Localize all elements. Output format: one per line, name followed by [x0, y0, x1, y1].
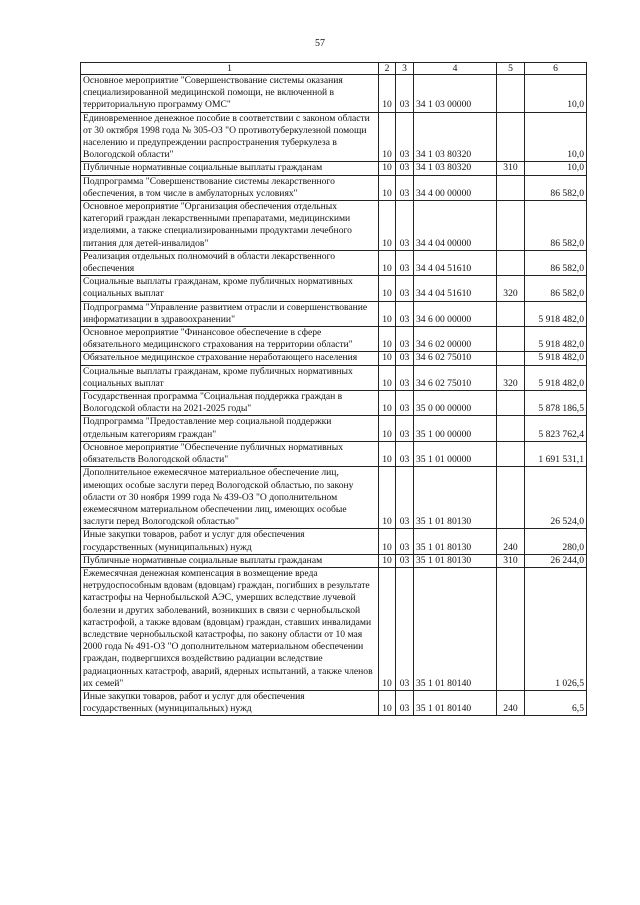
row-name-cell: Основное мероприятие "Организация обеспечения отдельных категорий граждан лекарственными препаратами, медицинскими изделиями, а также специализированными продуктами лечебного питания для детей-инвалидов" — [81, 201, 379, 251]
header-col-2: 2 — [379, 63, 396, 75]
row-expense-type-cell — [497, 441, 525, 466]
row-section-cell: 10 — [379, 352, 396, 365]
table-header-row — [81, 63, 587, 75]
row-subsection-cell: 03 — [396, 567, 414, 690]
row-section-cell: 10 — [379, 567, 396, 690]
row-subsection-cell: 03 — [396, 416, 414, 441]
row-amount-cell: 10,0 — [525, 162, 587, 175]
row-subsection-cell: 03 — [396, 250, 414, 275]
row-subsection-cell: 03 — [396, 352, 414, 365]
row-section-cell: 10 — [379, 162, 396, 175]
row-subsection-cell: 03 — [396, 554, 414, 567]
row-section-cell: 10 — [379, 276, 396, 301]
row-expense-type-cell: 320 — [497, 276, 525, 301]
row-target-article-cell: 35 1 00 00000 — [414, 416, 497, 441]
table-row — [81, 301, 587, 326]
row-section-cell: 10 — [379, 467, 396, 529]
row-expense-type-cell: 310 — [497, 554, 525, 567]
row-name-cell: Основное мероприятие "Обеспечение публичных нормативных обязательств Вологодской области" — [81, 441, 379, 466]
header-col-4: 4 — [414, 63, 497, 75]
row-name-cell: Публичные нормативные социальные выплаты гражданам — [81, 554, 379, 567]
row-expense-type-cell: 320 — [497, 365, 525, 390]
row-amount-cell: 5 918 482,0 — [525, 352, 587, 365]
row-amount-cell: 26 244,0 — [525, 554, 587, 567]
row-name-cell: Иные закупки товаров, работ и услуг для обеспечения государственных (муниципальных) нужд — [81, 690, 379, 715]
row-expense-type-cell: 310 — [497, 162, 525, 175]
row-subsection-cell: 03 — [396, 175, 414, 200]
row-subsection-cell: 03 — [396, 529, 414, 554]
row-target-article-cell: 34 4 00 00000 — [414, 175, 497, 200]
table-row — [81, 327, 587, 352]
header-col-6: 6 — [525, 63, 587, 75]
row-name-cell: Государственная программа "Социальная поддержка граждан в Вологодской области на 2021-2025 годы" — [81, 391, 379, 416]
row-amount-cell: 86 582,0 — [525, 201, 587, 251]
row-section-cell: 10 — [379, 529, 396, 554]
row-target-article-cell: 34 4 04 51610 — [414, 250, 497, 275]
row-subsection-cell: 03 — [396, 467, 414, 529]
row-section-cell: 10 — [379, 365, 396, 390]
row-section-cell: 10 — [379, 301, 396, 326]
row-target-article-cell: 34 4 04 00000 — [414, 201, 497, 251]
row-amount-cell: 86 582,0 — [525, 276, 587, 301]
table-row — [81, 441, 587, 466]
table-row — [81, 75, 587, 113]
row-amount-cell: 1 691 531,1 — [525, 441, 587, 466]
row-expense-type-cell — [497, 327, 525, 352]
row-amount-cell: 86 582,0 — [525, 175, 587, 200]
row-amount-cell: 5 918 482,0 — [525, 365, 587, 390]
row-target-article-cell: 35 1 01 80130 — [414, 529, 497, 554]
row-subsection-cell: 03 — [396, 441, 414, 466]
row-subsection-cell: 03 — [396, 276, 414, 301]
row-expense-type-cell — [497, 175, 525, 200]
row-subsection-cell: 03 — [396, 391, 414, 416]
row-section-cell: 10 — [379, 391, 396, 416]
row-expense-type-cell — [497, 112, 525, 162]
row-name-cell: Дополнительное ежемесячное материальное обеспечение лиц, имеющих особые заслуги перед Вологодской областью, по закону области от 30 ноября 1999 года № 439-ОЗ "О дополнительном ежемесячном материальном обеспечении лиц, имеющих особые заслуги перед Вологодской областью" — [81, 467, 379, 529]
table-row — [81, 112, 587, 162]
row-name-cell: Обязательное медицинское страхование неработающего населения — [81, 352, 379, 365]
row-name-cell: Основное мероприятие "Финансовое обеспечение в сфере обязательного медицинского страхования на территории области" — [81, 327, 379, 352]
row-name-cell: Социальные выплаты гражданам, кроме публичных нормативных социальных выплат — [81, 365, 379, 390]
row-target-article-cell: 35 1 01 80140 — [414, 690, 497, 715]
row-expense-type-cell — [497, 567, 525, 690]
row-expense-type-cell — [497, 75, 525, 113]
row-amount-cell: 5 918 482,0 — [525, 327, 587, 352]
row-name-cell: Реализация отдельных полномочий в области лекарственного обеспечения — [81, 250, 379, 275]
row-amount-cell: 5 823 762,4 — [525, 416, 587, 441]
table-row — [81, 467, 587, 529]
row-name-cell: Единовременное денежное пособие в соответствии с законом области от 30 октября 1998 года № 305-ОЗ "О противотуберкулезной помощи населению и предупреждении распространения туберкулеза в Вологодской области" — [81, 112, 379, 162]
row-amount-cell: 280,0 — [525, 529, 587, 554]
table-row — [81, 352, 587, 365]
row-section-cell: 10 — [379, 554, 396, 567]
row-target-article-cell: 34 4 04 51610 — [414, 276, 497, 301]
table-row — [81, 529, 587, 554]
table-row — [81, 554, 587, 567]
row-subsection-cell: 03 — [396, 112, 414, 162]
budget-table — [80, 62, 587, 716]
table-row — [81, 365, 587, 390]
row-section-cell: 10 — [379, 175, 396, 200]
row-target-article-cell: 34 1 03 80320 — [414, 162, 497, 175]
row-subsection-cell: 03 — [396, 365, 414, 390]
row-target-article-cell: 35 1 01 80140 — [414, 567, 497, 690]
row-subsection-cell: 03 — [396, 75, 414, 113]
row-section-cell: 10 — [379, 441, 396, 466]
header-col-1: 1 — [81, 63, 379, 75]
row-target-article-cell: 35 1 01 00000 — [414, 441, 497, 466]
row-target-article-cell: 34 1 03 80320 — [414, 112, 497, 162]
row-amount-cell: 26 524,0 — [525, 467, 587, 529]
row-section-cell: 10 — [379, 250, 396, 275]
row-target-article-cell: 34 1 03 00000 — [414, 75, 497, 113]
row-name-cell: Подпрограмма "Предоставление мер социальной поддержки отдельным категориям граждан" — [81, 416, 379, 441]
row-section-cell: 10 — [379, 75, 396, 113]
row-section-cell: 10 — [379, 327, 396, 352]
row-target-article-cell: 35 0 00 00000 — [414, 391, 497, 416]
row-subsection-cell: 03 — [396, 201, 414, 251]
row-amount-cell: 5 878 186,5 — [525, 391, 587, 416]
row-expense-type-cell — [497, 467, 525, 529]
table-body — [81, 75, 587, 716]
row-expense-type-cell: 240 — [497, 690, 525, 715]
table-row — [81, 567, 587, 690]
row-amount-cell: 1 026,5 — [525, 567, 587, 690]
table-row — [81, 416, 587, 441]
row-expense-type-cell — [497, 416, 525, 441]
row-name-cell: Публичные нормативные социальные выплаты гражданам — [81, 162, 379, 175]
row-target-article-cell: 35 1 01 80130 — [414, 554, 497, 567]
row-expense-type-cell: 240 — [497, 529, 525, 554]
page-number: 57 — [315, 38, 325, 49]
row-subsection-cell: 03 — [396, 301, 414, 326]
row-amount-cell: 6,5 — [525, 690, 587, 715]
header-col-3: 3 — [396, 63, 414, 75]
row-amount-cell: 5 918 482,0 — [525, 301, 587, 326]
header-col-5: 5 — [497, 63, 525, 75]
table-row — [81, 690, 587, 715]
row-name-cell: Подпрограмма "Совершенствование системы лекарственного обеспечения, в том числе в амбулаторных условиях" — [81, 175, 379, 200]
table-row — [81, 276, 587, 301]
table-row — [81, 250, 587, 275]
row-target-article-cell: 34 6 02 75010 — [414, 352, 497, 365]
row-target-article-cell: 34 6 02 00000 — [414, 327, 497, 352]
row-section-cell: 10 — [379, 112, 396, 162]
row-target-article-cell: 34 6 00 00000 — [414, 301, 497, 326]
row-expense-type-cell — [497, 201, 525, 251]
row-subsection-cell: 03 — [396, 690, 414, 715]
row-amount-cell: 86 582,0 — [525, 250, 587, 275]
row-name-cell: Подпрограмма "Управление развитием отрасли и совершенствование информатизации в здравоохранении" — [81, 301, 379, 326]
row-section-cell: 10 — [379, 690, 396, 715]
row-subsection-cell: 03 — [396, 162, 414, 175]
table-row — [81, 162, 587, 175]
table-row — [81, 175, 587, 200]
table-row — [81, 201, 587, 251]
table-row — [81, 391, 587, 416]
row-expense-type-cell — [497, 352, 525, 365]
row-name-cell: Основное мероприятие "Совершенствование системы оказания специализированной медицинской помощи, не включенной в территориальную программу ОМС" — [81, 75, 379, 113]
row-name-cell: Ежемесячная денежная компенсация в возмещение вреда нетрудоспособным вдовам (вдовцам) граждан, погибших в результате катастрофы на Чернобыльской АЭС, умерших вследствие лучевой болезни и других заболеваний, возникших в связи с чернобыльской катастрофой, а также вдовам (вдовцам) граждан, ставших инвалидами вследствие чернобыльской катастрофы, по закону области от 10 мая 2000 года № 491-ОЗ "О дополнительном материальном обеспечении граждан, подвергшихся воздействию радиации вследствие радиационных катастроф, аварий, ядерных испытаний, а также членов их семей" — [81, 567, 379, 690]
row-name-cell: Иные закупки товаров, работ и услуг для обеспечения государственных (муниципальных) нужд — [81, 529, 379, 554]
row-target-article-cell: 34 6 02 75010 — [414, 365, 497, 390]
row-target-article-cell: 35 1 01 80130 — [414, 467, 497, 529]
row-expense-type-cell — [497, 391, 525, 416]
row-name-cell: Социальные выплаты гражданам, кроме публичных нормативных социальных выплат — [81, 276, 379, 301]
row-section-cell: 10 — [379, 416, 396, 441]
row-expense-type-cell — [497, 301, 525, 326]
row-expense-type-cell — [497, 250, 525, 275]
row-section-cell: 10 — [379, 201, 396, 251]
row-amount-cell: 10,0 — [525, 75, 587, 113]
row-subsection-cell: 03 — [396, 327, 414, 352]
row-amount-cell: 10,0 — [525, 112, 587, 162]
